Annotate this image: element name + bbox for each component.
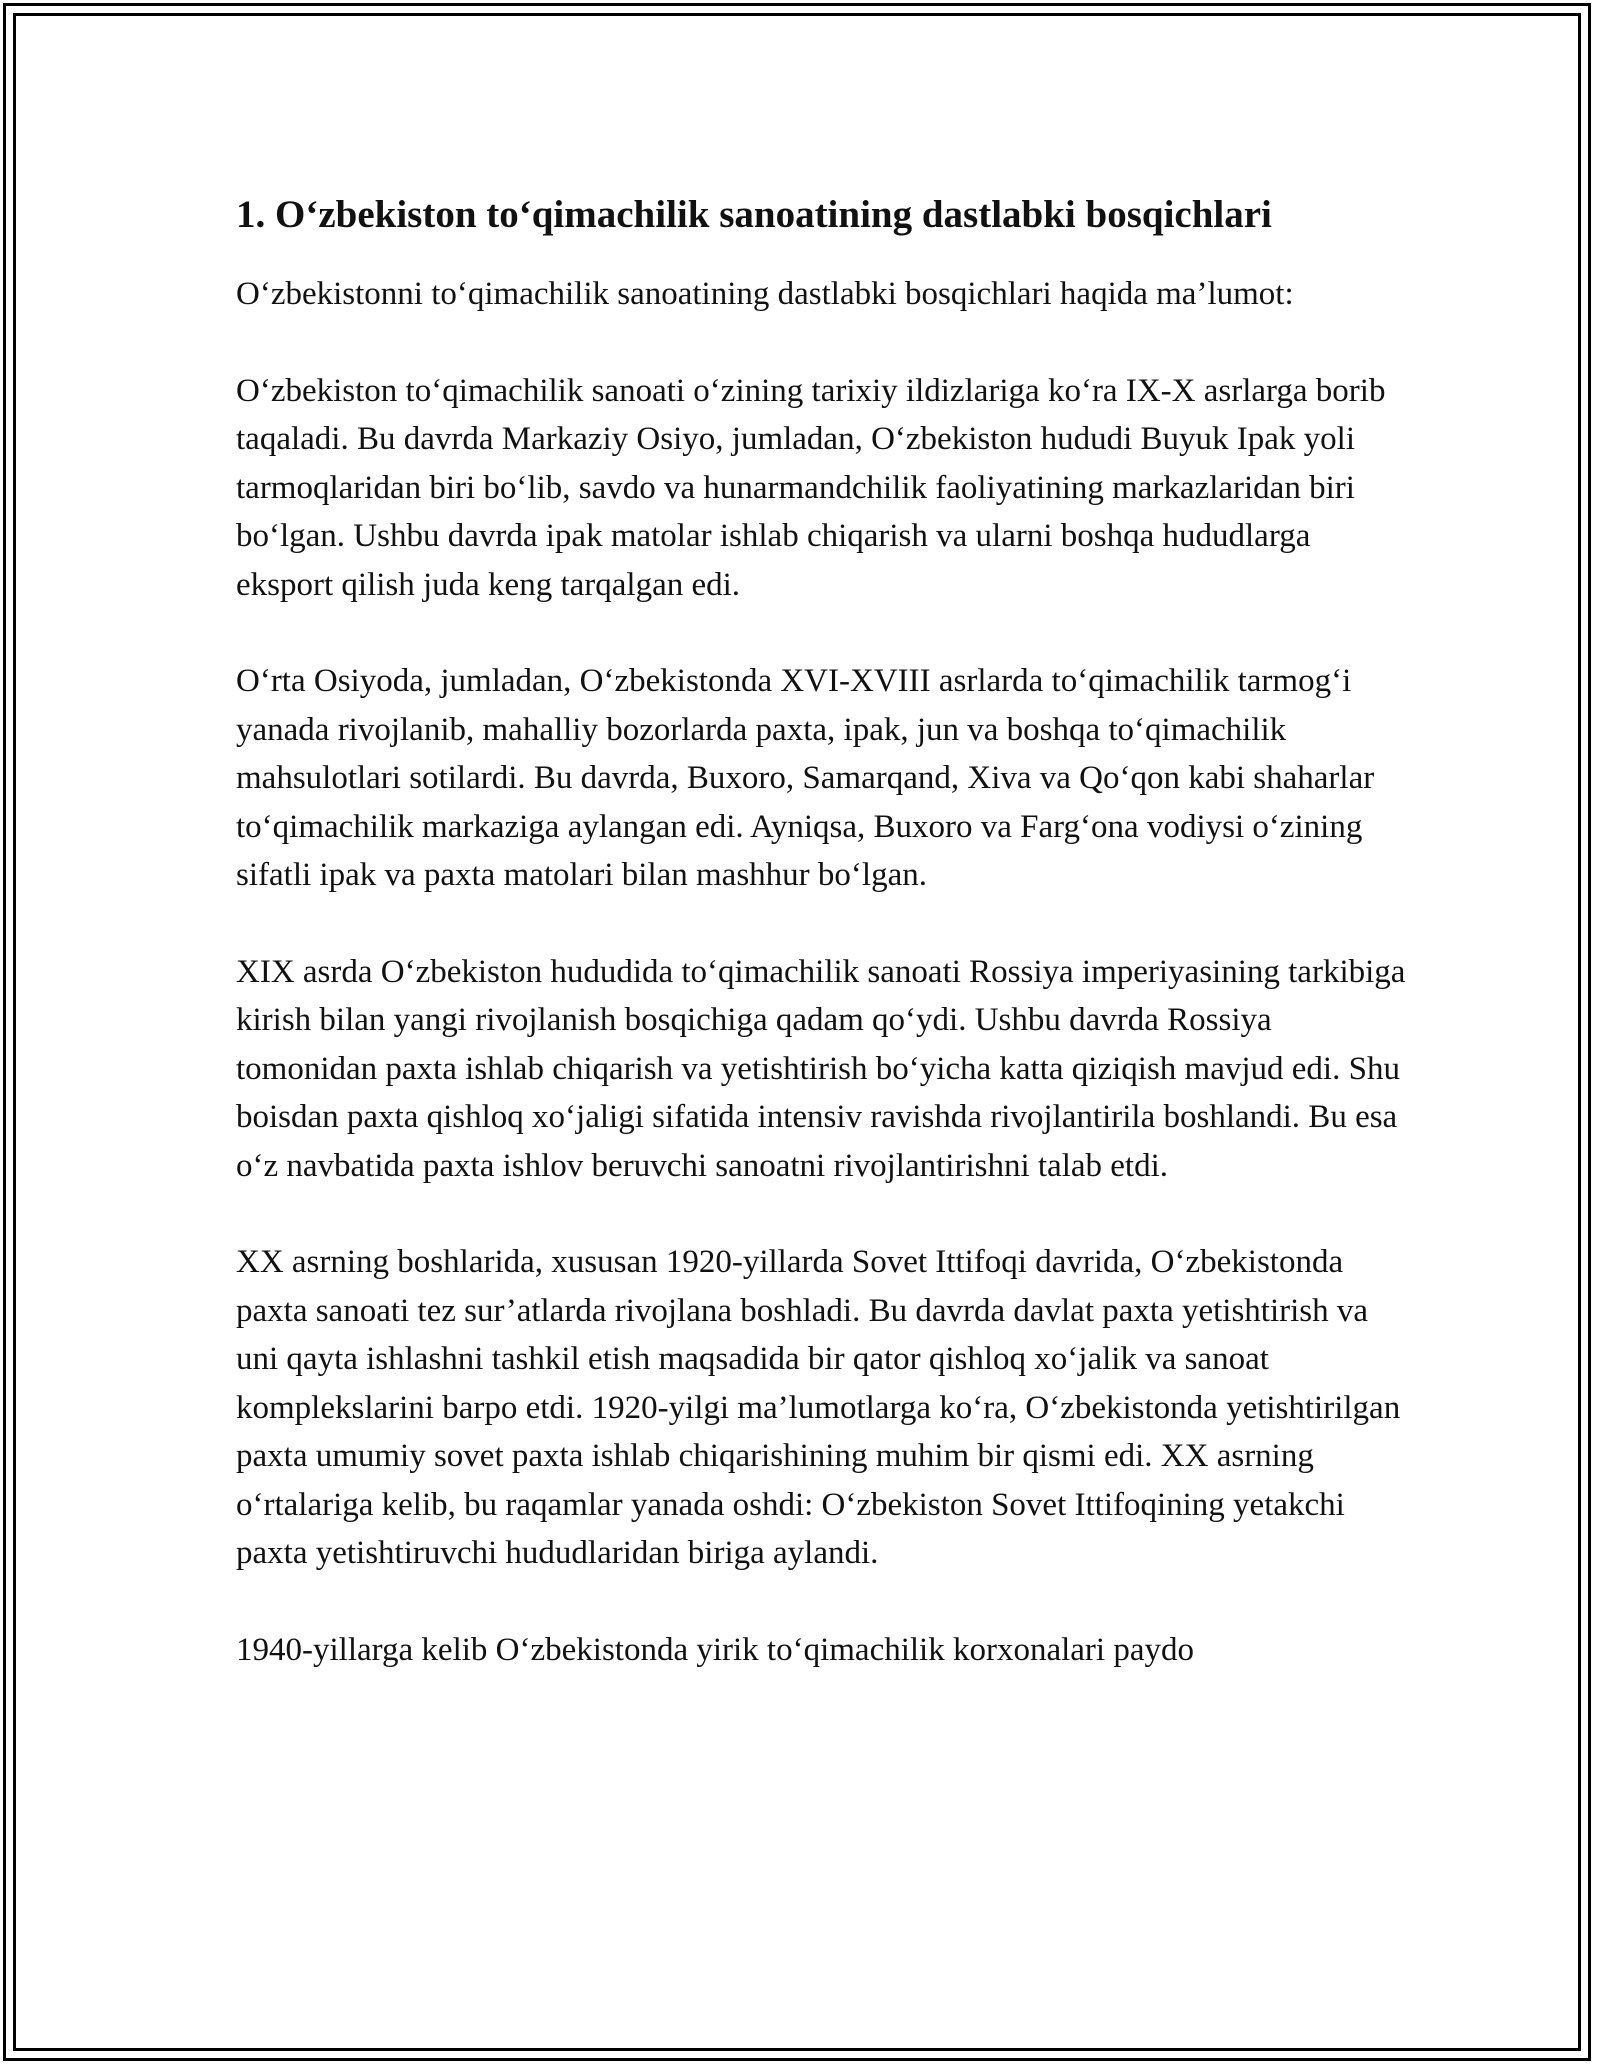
section-heading: 1. O‘zbekiston to‘qimachilik sanoatining dastlabki bosqichlari <box>236 193 1272 236</box>
document-body <box>236 184 1406 1722</box>
paragraph-xix-century: XIX asrda O‘zbekiston hududida to‘qimachilik sanoati Rossiya imperiyasining tarkibiga kirish bilan yangi rivojlanish bosqichiga qadam qo‘ydi. Ushbu davrda Rossiya tomonidan paxta ishlab chiqarish va yetishtirish bo‘yicha katta qiziqish mavjud edi. Shu boisdan paxta qishloq xo‘jaligi sifatida intensiv ravishda rivojlantirila boshlandi. Bu esa o‘z navbatida paxta ishlov beruvchi sanoatni rivojlantirishni talab etdi. <box>236 953 1406 1184</box>
paragraph-xx-century: XX asrning boshlarida, xususan 1920-yillarda Sovet Ittifoqi davrida, O‘zbekistonda paxta sanoati tez sur’atlarda rivojlana boshladi. Bu davrda davlat paxta yetishtirish va uni qayta ishlashni tashkil etish maqsadida bir qator qishloq xo‘jalik va sanoat komplekslarini barpo etdi. 1920-yilgi ma’lumotlarga ko‘ra, O‘zbekistonda yetishtirilgan paxta umumiy sovet paxta ishlab chiqarishining muhim bir qismi edi. XX asrning o‘rtalariga kelib, bu raqamlar yanada oshdi: O‘zbekiston Sovet Ittifoqining yetakchi paxta yetishtiruvchi hududlaridan biriga aylandi. <box>236 1244 1401 1571</box>
paragraph-xvi-xviii-centuries: O‘rta Osiyoda, jumladan, O‘zbekistonda XVI-XVIII asrlarda to‘qimachilik tarmog‘i yanada rivojlanib, mahalliy bozorlarda paxta, ipak, jun va boshqa to‘qimachilik mahsulotlari sotilardi. Bu davrda, Buxoro, Samarqand, Xiva va Qo‘qon kabi shaharlar to‘qimachilik markaziga aylangan edi. Ayniqsa, Buxoro va Farg‘ona vodiysi o‘zining sifatli ipak va paxta matolari bilan mashhur bo‘lgan. <box>236 663 1375 893</box>
paragraph-ix-x-centuries: O‘zbekiston to‘qimachilik sanoati o‘zining tarixiy ildizlariga ko‘ra IX-X asrlarga borib taqaladi. Bu davrda Markaziy Osiyo, jumladan, O‘zbekiston hududi Buyuk Ipak yoli tarmoqlaridan biri bo‘lib, savdo va hunarmandchilik faoliyatining markazlaridan biri bo‘lgan. Ushbu davrda ipak matolar ishlab chiqarish va ularni boshqa hududlarga eksport qilish juda keng tarqalgan edi. <box>236 372 1386 603</box>
paragraph-intro: O‘zbekistonni to‘qimachilik sanoatining dastlabki bosqichlari haqida ma’lumot: <box>236 276 1294 312</box>
paragraph-1940s: 1940-yillarga kelib O‘zbekistonda yirik to‘qimachilik korxonalari paydo <box>236 1631 1194 1668</box>
